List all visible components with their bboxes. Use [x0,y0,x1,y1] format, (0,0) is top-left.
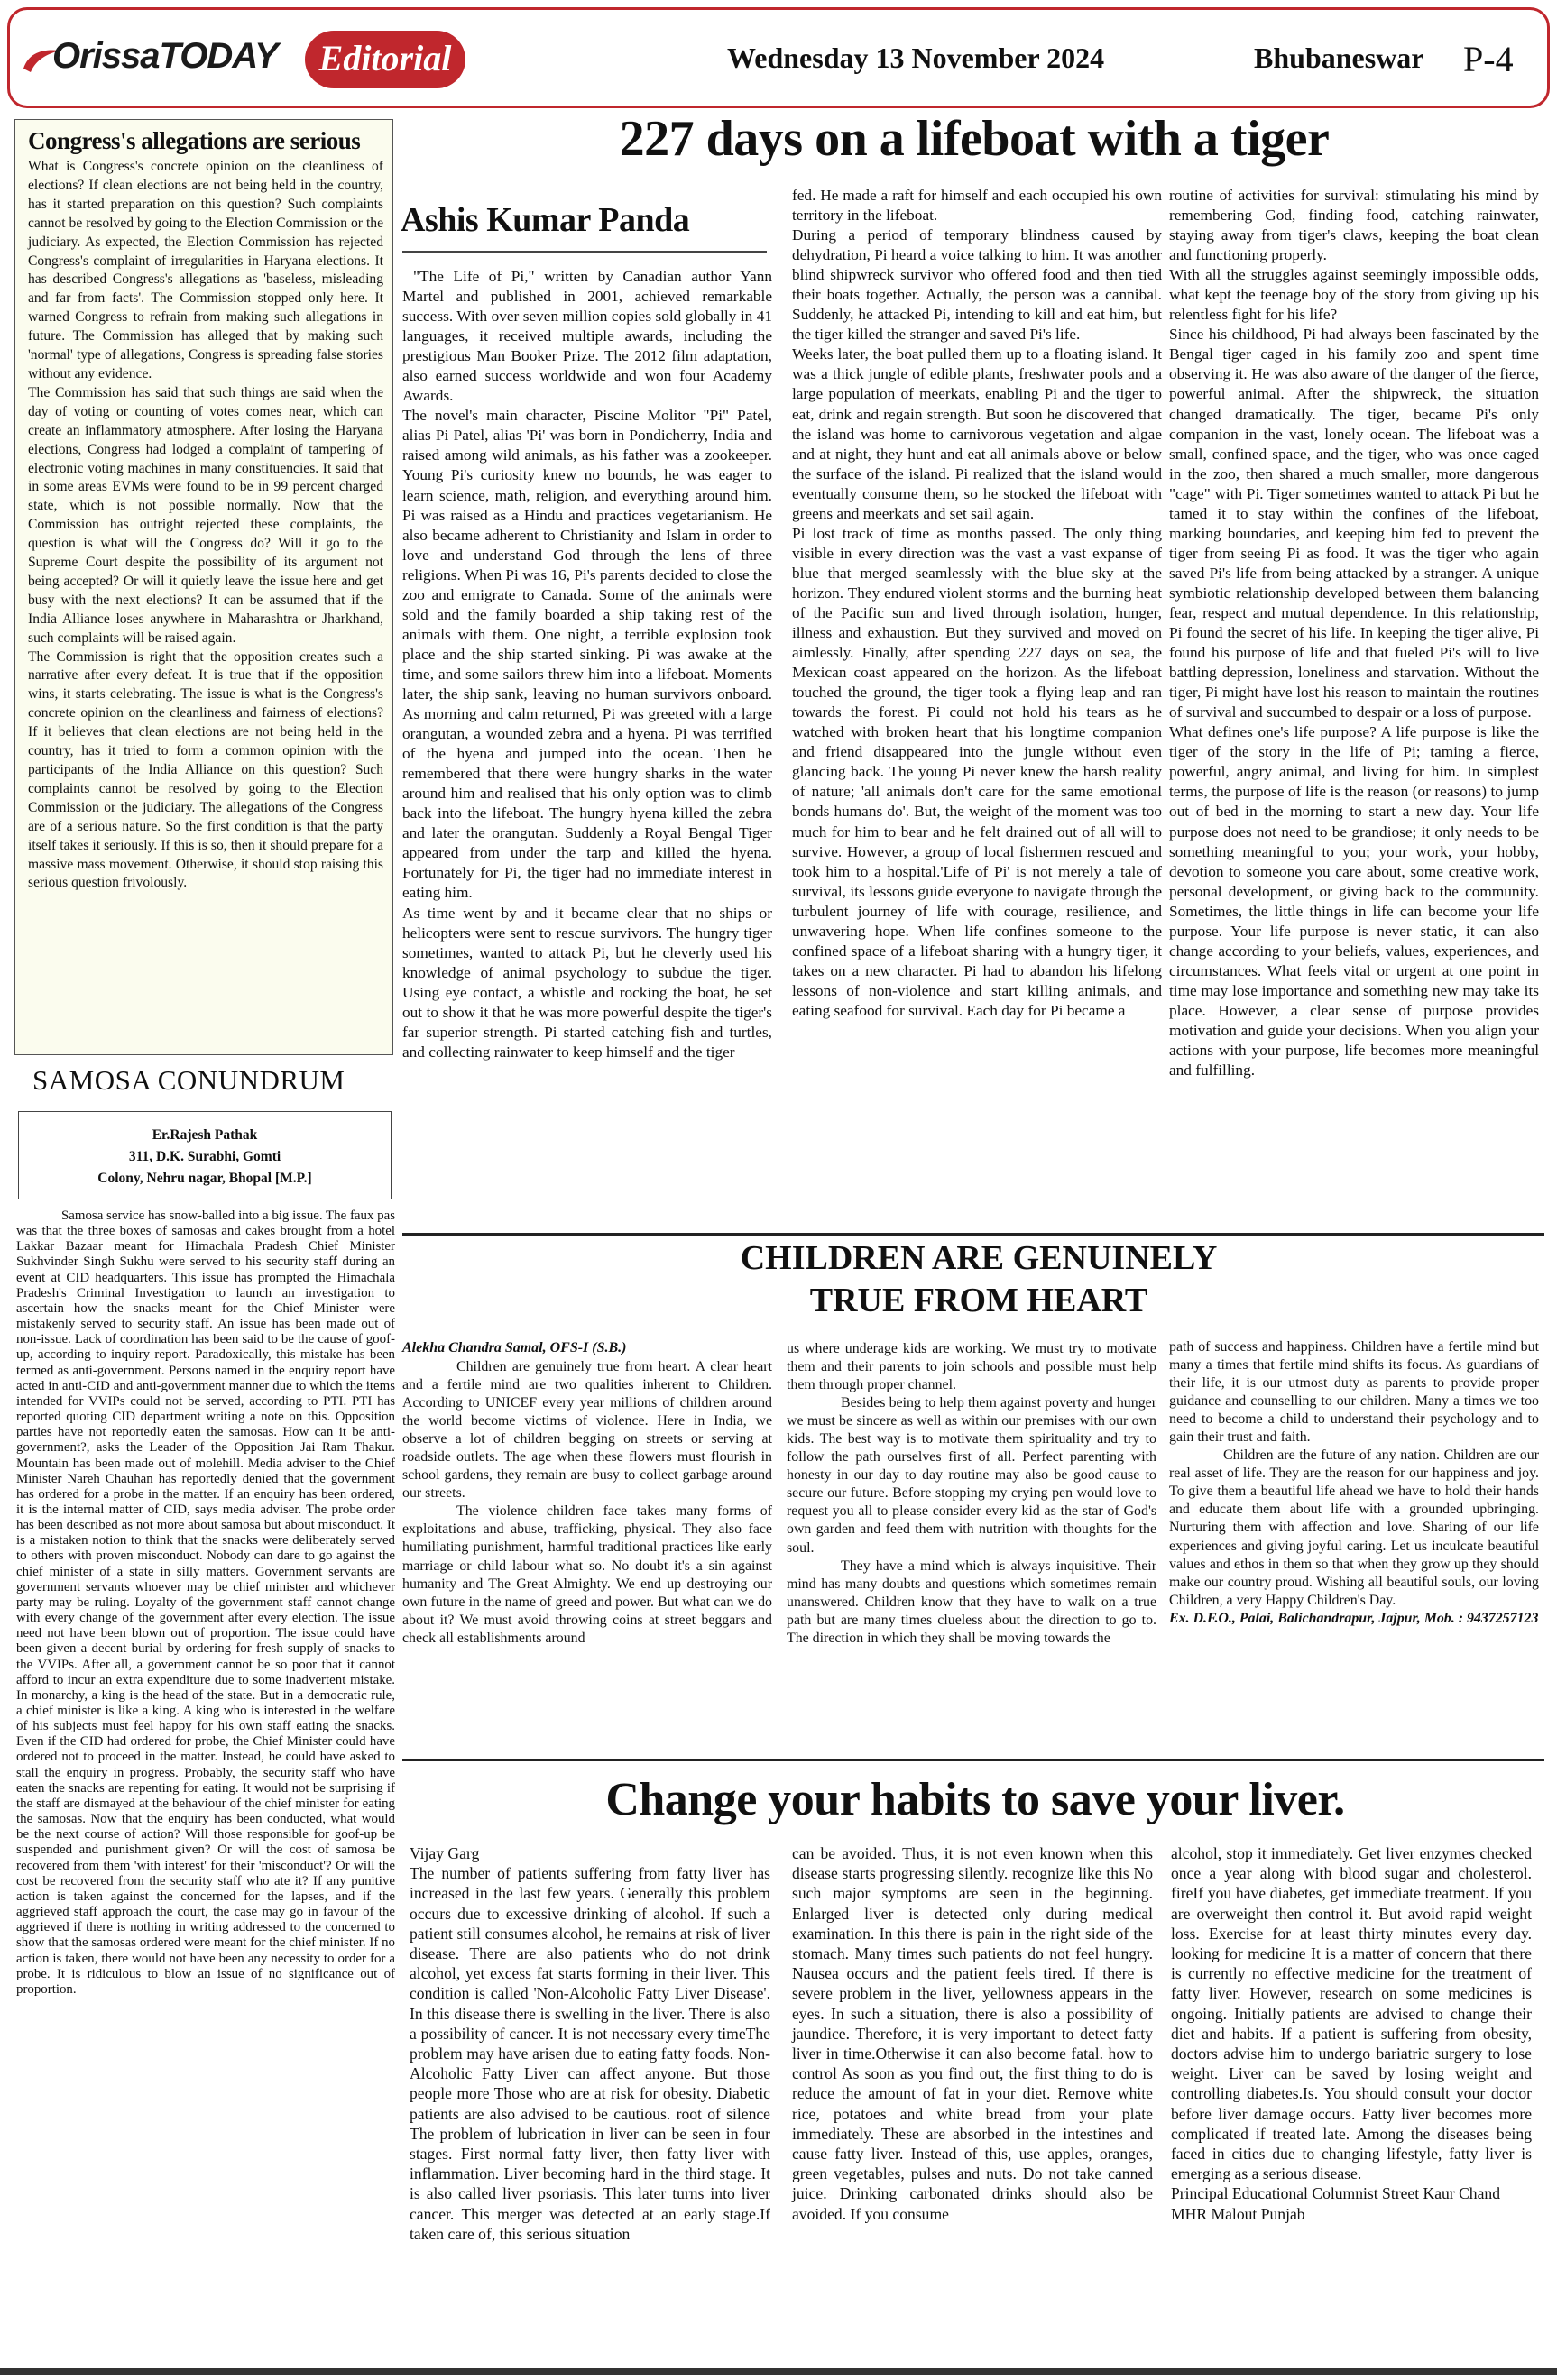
children-column-3 [1169,1338,1539,1753]
children-author: Alekha Chandra Samal, OFS-I (S.B.) [402,1340,627,1355]
samosa-author-box [18,1111,392,1199]
samosa-title: SAMOSA CONUNDRUM [32,1064,345,1096]
lifeboat-author: Ashis Kumar Panda [401,201,690,239]
paragraph: "The Life of Pi," written by Canadian author Yann Martel and published in 2001, achieved remarkable success. With over seven million copies sold globally in 41 languages, it received multiple awards, including the prestigious Man Booker Prize. The 2012 film adaptation, also earned success worldwide and won four Academy Awards. [402,268,772,405]
liver-column-2 [792,1843,1153,2348]
paragraph: With all the struggles against seemingly impossible odds, what kept the teenage boy of the story from giving up his relentless fight for his life? [1169,266,1539,324]
paragraph: The number of patients suffering from fatty liver has increased in the last few years. Generally this problem occurs due to excessive drinking of alcohol. If such a patient still consumes alcohol, he remains at risk of liver disease. There are also patients who do not drink alcohol, yet excess fat starts forming in their liver. This condition is called 'Non-Alcoholic Fatty Liver Disease'. In this disease there is swelling in the liver. There is also a possibility of cancer. It is not necessary every timeThe problem may have arisen due to eating fatty foods. Non-Alcoholic Fatty Liver can affect anyone. But those people more Those who are at risk for obesity. Diabetic patients are also advised to be cautious. root of silence The problem of lubrication in liver can be seen in four stages. First normal fatty liver, then fatty liver with inflammation. Liver becoming hard in the third stage. It is also called liver psoriasis. This later turns into liver cancer. This merger was detected at an early stage.If taken care of, this serious situation [410,1864,770,2243]
author-line: Colony, Nehru nagar, Bhopal [M.P.] [97,1171,312,1186]
paragraph: routine of activities for survival: stimulating his mind by remembering God, finding food, catching rainwater, staying away from tiger's claws, keeping the boat clean and functioning properly. [1169,187,1539,264]
divider [402,1759,1544,1761]
paragraph: What defines one's life purpose? A life purpose is like the tiger of the story in the life of Pi; taming a fierce, powerful, angry animal, and living for him. In simplest terms, the purpose of life is the reason (or reasons) to jump out of bed in the morning to start a new day. Your life purpose does not need to be grandiose; it only needs to be something meaningful to you; your work, your hobby, devotion to someone you care about, some creative work, personal development, or giving back to the community. Sometimes, the little things in life can become your life purpose. Your life purpose is never static, it can also change according to your beliefs, values, experiences, and circumstances. What feels vital or urgent at one point in time may lose importance and something new may take its place. However, a clear sense of purpose provides motivation and guide your decisions. When you align your actions with your purpose, life becomes more meaningful and fulfilling. [1169,723,1539,1080]
author-line: 311, D.K. Surabhi, Gomti [128,1149,281,1164]
issue-date: Wednesday 13 November 2024 [727,41,1105,74]
headline-line: TRUE FROM HEART [809,1282,1148,1319]
lifeboat-headline: 227 days on a lifeboat with a tiger [619,111,1330,167]
paragraph: fed. He made a raft for himself and each occupied his own territory in the lifeboat. [792,187,1162,225]
liver-column-3 [1171,1843,1532,2348]
paragraph: The novel's main character, Piscine Molitor "Pi" Patel, alias Pi Patel, alias 'Pi' was born in Pondicherry, India and raised among wild animals, as his father was a zookeeper. Young Pi's curiosity knew no bounds, he was eager to learn science, math, religion, and everything around him. Pi was raised as a Hindu and practices vegetarianism. He also became adherent to Christianity and Islam in order to love and understand God through the lens of three religions. When Pi was 16, Pi's parents decided to close the zoo and emigrate to Canada. Some of the animals were sold and the family boarded a ship taking rest of the animals with them. One night, a terrible explosion took place and the ship started sinking. Pi was awake at the time, and some sailors threw him into a lifeboat. Moments later, the ship sank, leaving no human survivors onboard. As morning and calm returned, Pi was greeted with a large orangutan, a wounded zebra and a hyena. Pi was terrified of the hyena and jumped into the ocean. Then he remembered that there were hungry sharks in the water around him and realised that his only option was to climb back into the lifeboat. The hungry hyena killed the zebra and later the orangutan. Suddenly a Royal Bengal Tiger appeared from under the tarp and killed the hyena. Fortunately for Pi, the tiger had no immediate interest in eating him. [402,407,772,902]
paragraph: The Commission has said that such things are said when the day of voting or counting of votes comes near, which can create an inflammatory atmosphere. After losing the Haryana elections, Congress had lodged a complaint of tampering of electronic voting machines in many constituencies. It said that in some areas EVMs were found to be in 99 percent charged state, which is not possible normally. Now that the Commission has outright rejected these complaints, the question is what will the Congress do? Will it go to the Supreme Court despite the possibility of its argument not being accepted? Or will it quietly leave the issue here and get busy with the next elections? It can be assumed that if the India Alliance loses anywhere in Maharashtra or Jharkhand, such complaints will be raised again. [28,384,383,646]
paragraph: The violence children face takes many forms of exploitations and abuse, trafficking, physical. They also face humiliating punishment, harmful traditional practices like early marriage or child labour what so. No doubt it's a sin against humanity and The Great Almighty. We end up destroying our own future in the name of greed and power. But what can we do about it? We must avoid throwing coins at street beggars and check all establishments around [402,1503,772,1646]
newspaper-logo [20,27,278,90]
children-signature: Ex. D.F.O., Palai, Balichandrapur, Jajpur, Mob. : 9437257123 [1169,1610,1539,1626]
page-number: P-4 [1463,39,1514,79]
paragraph: path of success and happiness. Children have a fertile mind but many a times that fertile mind shifts its focus. As guardians of their life, it is our utmost duty as parents to provide proper guidance and counselling to our children. Many a times we too need to become a child to understand their psychology and to gain their trust and faith. [1169,1339,1539,1446]
paragraph: Samosa service has snow-balled into a big issue. The faux pas was that the three boxes of samosas and cakes brought from a hotel Lakkar Bazaar meant for Himachala Pradesh Chief Minister Sukhvinder Singh Sukhu were served to his security staff during an event at CID headquarters. This issue has prompted the Himachala Pradesh's Criminal Investigation to launch an investigation to ascertain how the snacks meant for the Chief Minister were mistakenly served to security staff. An issue has been made out of non-issue. Lack of coordination has been said to be the cause of goof-up, according to inquiry report. Paradoxically, this mistake has been termed as anti-government. Persons named in the enquiry report have acted in anti-CID and anti-government manner due to which the items intended for VVIPs could not be served, according to PTI. PTI has reported quoting CID department writing a note on this. Opposition parties have not reportedly eaten the samosas. How can it be anti-government?, asks the Leader of the Opposition Jai Ram Thakur. Mountain has been made out of molehill. Media adviser to the Chief Minister Nareh Chauhan has reportedly denied that the government has ordered for a probe in the matter. If an enquiry has been ordered, it is the internal matter of CID, says media adviser. The probe order has been described as not more about samosa but about misconduct. It is a mistaken notion to think that the snacks were deliberately served to others with proven misconduct. Nobody can dare to go against the chief minister of a state in silly matters. Government servants are government servants whoever may be chief minister and whichever party may be ruling. Loyalty of the government staff cannot change with every change of the government after every election. The issue need not have been blown out of proportion. The issue could have been given a decent burial by ordering for fresh supply of snacks to the VVIPs. After all, a government cannot be so poor that it cannot afford to incur an extra expenditure due to some inadvertent mistake. In monarchy, a king is the head of the state. But in a democratic rule, a chief minister is like a king. A king who is interested in the welfare of his subjects must feel happy for his own staff eating the snacks. Even if the CID had ordered for probe, the Chief Minister could have ordered not to proceed in the matter. Instead, he could have asked to stall the enquiry in progress. Probably, the security staff who have eaten the snacks are repenting for eating. It would not be surprising if the staff are dismayed at the behaviour of the chief minister for eating the samosas. Now that the enquiry has been conducted, what would be the next course of action? Will those responsible for goof-up be suspended and punishment given? Or will the cost of samosa be recovered from them 'with interest' for their 'misconduct'? Or will the cost be recovered from the security staff who ate it? If any punitive action is taken against the concerned for the lapses, and if the aggrieved staff approach the court, the case may go in favour of the aggrieved if there is nothing in writing addressed to the concerned to show that the samosas ordered were meant for the chief minister. If no action is taken, there would not have been any necessity to order for a probe. It is ridiculous to blow an issue of no significance out of proportion. [16,1208,395,1997]
children-column-2 [787,1340,1156,1746]
paragraph: Children are genuinely true from heart. A clear heart and a fertile mind are two qualities inherent to Children. According to UNICEF every year millions of children around the world become victims of violence. Here in India, we observe a lot of children begging on streets or serving at roadside outlets. The age when these flowers must flourish in school gardens, they remain are busy to collect garbage around our streets. [402,1359,772,1502]
lifeboat-column-3 [1169,186,1539,1232]
paragraph: They have a mind which is always inquisitive. Their mind has many doubts and questions which sometimes remain unanswered. Children know that they have to walk on a true path but are many times clueless about the direction to go to. The direction in which they shall be moving towards the [787,1558,1156,1646]
children-headline [631,1237,1326,1322]
logo-text-orissa: Orissa [52,36,160,76]
paragraph: Besides being to help them against poverty and hunger we must be sincere as well as within our premises with our own kids. The best way is to motivate them spirituality and try to follow the path ourselves first of all. Perfect parenting with honesty in our day to day routine may also be good cause to secure our future. Before stopping my crying pen would love to request you all to please consider every kid as the star of God's own garden and feed them with nutrition with thoughts for the soul. [787,1395,1156,1556]
liver-headline: Change your habits to save your liver. [605,1774,1345,1825]
paragraph: can be avoided. Thus, it is not even known when this disease starts progressing silently. recognize like this No such major symptoms are seen in the beginning. Enlarged liver is detected only during medical examination. In this there is pain in the right side of the stomach. Many times such patients do not feel hungry. Nausea occurs and the patient feels tired. If there is severe problem in the liver, yellowness appears in the eyes. In such a situation, there is also a possibility of jaundice. Therefore, it is very important to detect fatty liver in time.Otherwise it can also become fatal. how to control As soon as you find out, the first thing to do is reduce the amount of fat in your diet. Remove white rice, potatoes and white bread from your plate immediately. These are absorbed in the intestines and cause fatty liver. Instead of this, use apples, oranges, green vegetables, pulses and nuts. Do not take canned juice. Drinking carbonated drinks should also be avoided. If you consume [792,1844,1153,2223]
paragraph: The Commission is right that the opposition creates such a narrative after every defeat. It is true that if the opposition wins, it starts celebrating. The issue is what is the Congress's concrete opinion on the cleanliness and fairness of elections? If it believes that clean elections are not being held in the country, has it tried to form a common opinion with the participants of the India Alliance on this question? Such complaints cannot be resolved by going to the Election Commission or the judiciary. The allegations of the Congress are of a serious nature. So the first condition is that the party itself takes it seriously. If this is so, then it should prepare for a massive mass movement. Otherwise, it should stop raising this serious question frivolously. [28,648,383,891]
paragraph: us where underage kids are working. We must try to motivate them and their parents to join schools and possible must help them through proper channel. [787,1341,1156,1393]
congress-editorial-box [14,119,393,1055]
paragraph: During a period of temporary blindness caused by dehydration, Pi heard a voice talking to him. It was another blind shipwreck survivor who offered food and then tied their boats together. Actually, the person was a cannibal. Suddenly, he attacked Pi, intending to kill and eat him, but the tiger killed the stranger and saved Pi's life. [792,226,1162,344]
paragraph: As time went by and it became clear that no ships or helicopters were sent to rescue survivors. The hungry tiger sometimes, wanted to attack Pi, but he cleverly used his knowledge of animal psychology to subdue the tiger. Using eye contact, a whistle and rocking the boat, he set out to show it that he was more powerful despite the tiger's far superior strength. Pi started catching fish and turtles, and collecting rainwater to keep himself and the tiger [402,904,772,1061]
lifeboat-column-2 [792,186,1162,1232]
paragraph: Children are the future of any nation. Children are our real asset of life. They are the reason for our happiness and joy. To give them a beautiful life ahead we have to hold their hands and educate them about life with a grounded upbringing. Nurturing them with affection and love. Sharing of our life experiences and giving joyful caring. Let us inculcate beautiful values and ethos in them so that when they grow up they should make our country proud. Wishing all beautiful souls, our loving Children, a very Happy Children's Day. [1169,1447,1539,1608]
section-badge: Editorial [305,31,465,88]
headline-line: CHILDREN ARE GENUINELY [740,1239,1218,1277]
lifeboat-column-1 [402,267,772,1228]
edition-city: Bhubaneswar [1254,41,1424,74]
children-column-1 [402,1358,772,1746]
liver-column-1 [410,1843,770,2348]
paragraph: Weeks later, the boat pulled them up to a floating island. It was a thick jungle of edible plants, freshwater pools and a large population of meerkats, enabling Pi and the tiger to eat, drink and regain strength. But soon he discovered that the island was home to carnivorous vegetation and algae and at night, they hunt and eat all animals above or below the surface of the island. Pi realized that the island would eventually consume them, so he stocked the lifeboat with greens and meerkats and set sail again. [792,345,1162,522]
logo-text-today: TODAY [159,36,278,76]
congress-title: Congress's allegations are serious [28,127,361,154]
footer-rule [0,2368,1557,2375]
author-line: Er.Rajesh Pathak [152,1127,258,1143]
paragraph: Pi lost track of time as months passed. The only thing visible in every direction was the vast a vast expanse of blue that merged seamlessly with the blue sky at the horizon. They endured violent storms and the burning heat of the Pacific sun and lived through isolation, hunger, illness and exhaustion. But they survived and moved on aimlessly. Finally, after spending 227 days on sea, the Mexican coast appeared on the horizon. As the lifeboat touched the ground, the tiger took a flying leap and ran towards the forest. Pi could not hold his tears as he watched with broken heart that his longtime companion and friend disappeared into the jungle without even glancing back. The young Pi never knew the harsh reality of nature; 'all animals don't care for the same emotional bonds humans do'. But, the weight of the moment was too much for him to bear and he felt drained out of all will to survive. However, a group of local fishermen rescued and took him to a hospital.'Life of Pi' is not merely a tale of survival, its lessons guide everyone to navigate through the turbulent journey of life with courage, resilience, and unwavering hope. When life confines someone to the confined space of a lifeboat sharing with a hungry tiger, it takes on a new character. Pi had to abandon his lifelong lessons of non-violence and start killing animals, and eating seafood for survival. Each day for Pi became a [792,524,1162,1019]
divider [402,1233,1544,1236]
congress-body [28,158,383,893]
paragraph: alcohol, stop it immediately. Get liver enzymes checked once a year along with blood sugar and cholesterol. fireIf you have diabetes, get immediate treatment. If you are overweight then control it. But avoid rapid weight loss. Exercise for at least thirty minutes every day. looking for medicine It is a matter of concern that there is currently no effective medicine for the treatment of fatty liver. However, research on some medicines is ongoing. Initially patients are advised to change their diet and habits. If a patient is suffering from obesity, doctors advise him to undergo bariatric surgery to lose weight. Liver can be saved by losing weight and controlling diabetes.Is. You should consult your doctor before liver damage occurs. Fatty liver becomes more complicated if treated late. Among the diseases being faced in cities due to changing lifestyle, fatty liver is emerging as a serious disease. [1171,1844,1532,2183]
samosa-body [16,1208,395,2354]
paragraph: What is Congress's concrete opinion on the cleanliness of elections? If clean elections are not being held in the country, has it started preparation on this question? Such complaints cannot be resolved by going to the Election Commission or the judiciary. As expected, the Election Commission has rejected Congress's complaint of irregularities in Haryana elections. It has described Congress's allegations as 'baseless, misleading and far from facts'. The Commission stopped only here. It warned Congress to refrain from making such allegations in future. The Commission has alleged that by making such 'normal' type of allegations, Congress is spreading false stories without any evidence. [28,159,383,381]
liver-author: Vijay Garg [410,1844,480,1862]
divider [402,251,767,253]
paragraph: Since his childhood, Pi had always been fascinated by the Bengal tiger caged in his family zoo and spent time observing it. He was also aware of the danger of the fierce, powerful animal. After the shipwreck, the situation changed dramatically. The tiger, became Pi's only companion in the vast, lonely ocean. The lifeboat was a small, confined space, and the tiger, who was once caged in the zoo, then shared a much smaller, more dangerous "cage" with Pi. Tiger sometimes wanted to attack Pi but he tamed it to stay within the confines of the lifeboat, marking boundaries, and keeping him fed to prevent the tiger from seeing Pi as food. It was the tiger who again saved Pi's life from being attacked by a stranger. A unique symbiotic relationship developed between them balancing fear, respect and mutual dependence. In this relationship, Pi found the secret of his life. In keeping the tiger alive, Pi found his purpose of life and that fueled Pi's will to live battling depression, loneliness and starvation. Without the tiger, Pi might have lost his reason to maintain the routines of survival and succumbed to despair or a loss of purpose. [1169,326,1539,721]
liver-signature: Principal Educational Columnist Street Kaur Chand MHR Malout Punjab [1171,2184,1501,2223]
